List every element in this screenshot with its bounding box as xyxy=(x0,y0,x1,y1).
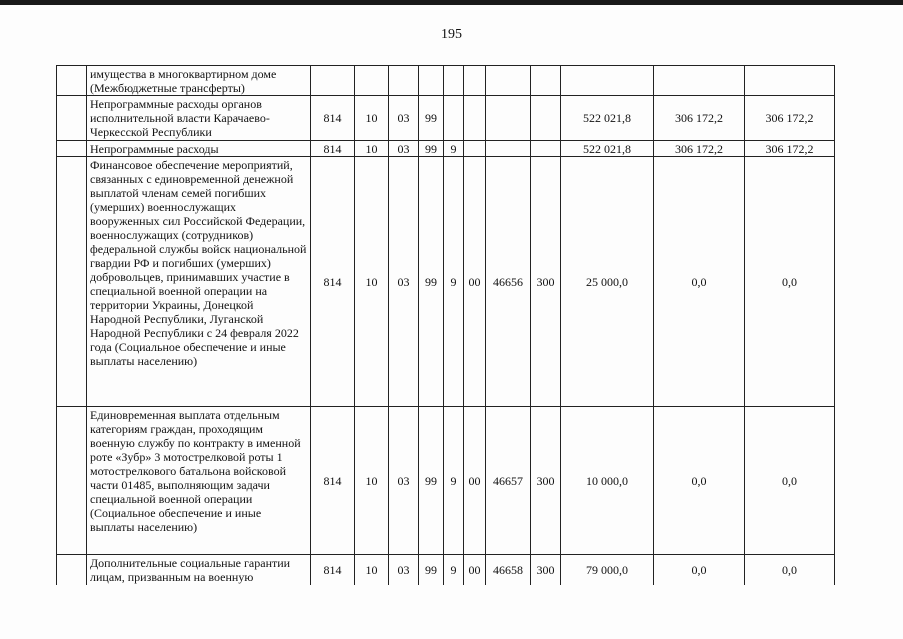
amount-year2-cell: 306 172,2 xyxy=(654,96,745,141)
row-number-cell xyxy=(57,157,87,407)
subsection-code-cell: 03 xyxy=(389,157,419,407)
event-code-cell xyxy=(464,141,486,157)
expense-type-cell xyxy=(531,66,561,96)
table-row xyxy=(57,96,835,141)
table-row xyxy=(57,407,835,555)
page-number: 195 xyxy=(441,27,462,42)
program-code-cell: 99 xyxy=(419,555,444,585)
row-number-cell xyxy=(57,407,87,555)
event-code-cell xyxy=(464,96,486,141)
direction-code-cell: 46657 xyxy=(486,407,531,555)
amount-year3-cell: 0,0 xyxy=(745,555,835,585)
subsection-code-cell: 03 xyxy=(389,141,419,157)
description-cell: имущества в многоквартирном доме (Межбюджетные трансферты) xyxy=(87,66,311,96)
subsection-code-cell: 03 xyxy=(389,407,419,555)
section-code-cell: 10 xyxy=(355,407,389,555)
row-number-cell xyxy=(57,141,87,157)
amount-year3-cell: 0,0 xyxy=(745,407,835,555)
amount-year2-cell: 0,0 xyxy=(654,555,745,585)
expense-type-cell xyxy=(531,141,561,157)
amount-year3-cell xyxy=(745,66,835,96)
table-row xyxy=(57,66,835,96)
section-code-cell: 10 xyxy=(355,96,389,141)
ministry-code-cell: 814 xyxy=(311,141,355,157)
direction-code-cell xyxy=(486,96,531,141)
amount-year2-cell: 0,0 xyxy=(654,157,745,407)
subprogram-code-cell: 9 xyxy=(444,157,464,407)
description-cell: Единовременная выплата отдельным категориям граждан, проходящим военную службу по контракту в именной роте «Зубр» 3 мотострелковой роты 1 мотострелкового батальона войсковой части 01485, выполняющим задачи специальной военной операции (Социальное обеспечение и иные выплаты населению) xyxy=(87,407,311,555)
amount-year3-cell: 0,0 xyxy=(745,157,835,407)
subprogram-code-cell xyxy=(444,96,464,141)
subprogram-code-cell xyxy=(444,66,464,96)
program-code-cell xyxy=(419,66,444,96)
section-code-cell: 10 xyxy=(355,555,389,585)
subprogram-code-cell: 9 xyxy=(444,407,464,555)
amount-year2-cell xyxy=(654,66,745,96)
event-code-cell xyxy=(464,66,486,96)
table-row xyxy=(57,157,835,407)
section-code-cell: 10 xyxy=(355,157,389,407)
amount-year1-cell: 522 021,8 xyxy=(561,141,654,157)
top-edge-bar xyxy=(0,0,903,5)
budget-table xyxy=(56,65,835,585)
amount-year2-cell: 306 172,2 xyxy=(654,141,745,157)
ministry-code-cell xyxy=(311,66,355,96)
amount-year2-cell: 0,0 xyxy=(654,407,745,555)
subsection-code-cell: 03 xyxy=(389,555,419,585)
subprogram-code-cell: 9 xyxy=(444,141,464,157)
ministry-code-cell: 814 xyxy=(311,407,355,555)
row-number-cell xyxy=(57,555,87,585)
expense-type-cell: 300 xyxy=(531,555,561,585)
event-code-cell: 00 xyxy=(464,157,486,407)
amount-year1-cell: 522 021,8 xyxy=(561,96,654,141)
direction-code-cell xyxy=(486,141,531,157)
ministry-code-cell: 814 xyxy=(311,555,355,585)
description-cell: Дополнительные социальные гарантии лицам, призванным на военную xyxy=(87,555,311,585)
direction-code-cell: 46656 xyxy=(486,157,531,407)
table-row xyxy=(57,141,835,157)
row-number-cell xyxy=(57,96,87,141)
program-code-cell: 99 xyxy=(419,141,444,157)
subprogram-code-cell: 9 xyxy=(444,555,464,585)
event-code-cell: 00 xyxy=(464,555,486,585)
description-cell: Непрограммные расходы органов исполнительной власти Карачаево-Черкесской Республики xyxy=(87,96,311,141)
ministry-code-cell: 814 xyxy=(311,157,355,407)
description-cell: Непрограммные расходы xyxy=(87,141,311,157)
event-code-cell: 00 xyxy=(464,407,486,555)
description-cell: Финансовое обеспечение мероприятий, связанных с единовременной денежной выплатой членам семей погибших (умерших) военнослужащих вооруженных сил Российской Федерации, военнослужащих (сотрудников) федеральной службы войск национальной гвардии РФ и погибших (умерших) добровольцев, принимавших участие в специальной военной операции на территории Украины, Донецкой Народной Республики, Луганской Народной Республики с 24 февраля 2022 года (Социальное обеспечение и иные выплаты населению) xyxy=(87,157,311,407)
table-row xyxy=(57,555,835,585)
section-code-cell xyxy=(355,66,389,96)
row-number-cell xyxy=(57,66,87,96)
expense-type-cell xyxy=(531,96,561,141)
direction-code-cell: 46658 xyxy=(486,555,531,585)
program-code-cell: 99 xyxy=(419,157,444,407)
section-code-cell: 10 xyxy=(355,141,389,157)
subsection-code-cell: 03 xyxy=(389,96,419,141)
program-code-cell: 99 xyxy=(419,96,444,141)
amount-year1-cell: 79 000,0 xyxy=(561,555,654,585)
amount-year3-cell: 306 172,2 xyxy=(745,96,835,141)
expense-type-cell: 300 xyxy=(531,157,561,407)
amount-year1-cell: 10 000,0 xyxy=(561,407,654,555)
amount-year3-cell: 306 172,2 xyxy=(745,141,835,157)
ministry-code-cell: 814 xyxy=(311,96,355,141)
amount-year1-cell xyxy=(561,66,654,96)
direction-code-cell xyxy=(486,66,531,96)
subsection-code-cell xyxy=(389,66,419,96)
program-code-cell: 99 xyxy=(419,407,444,555)
expense-type-cell: 300 xyxy=(531,407,561,555)
amount-year1-cell: 25 000,0 xyxy=(561,157,654,407)
